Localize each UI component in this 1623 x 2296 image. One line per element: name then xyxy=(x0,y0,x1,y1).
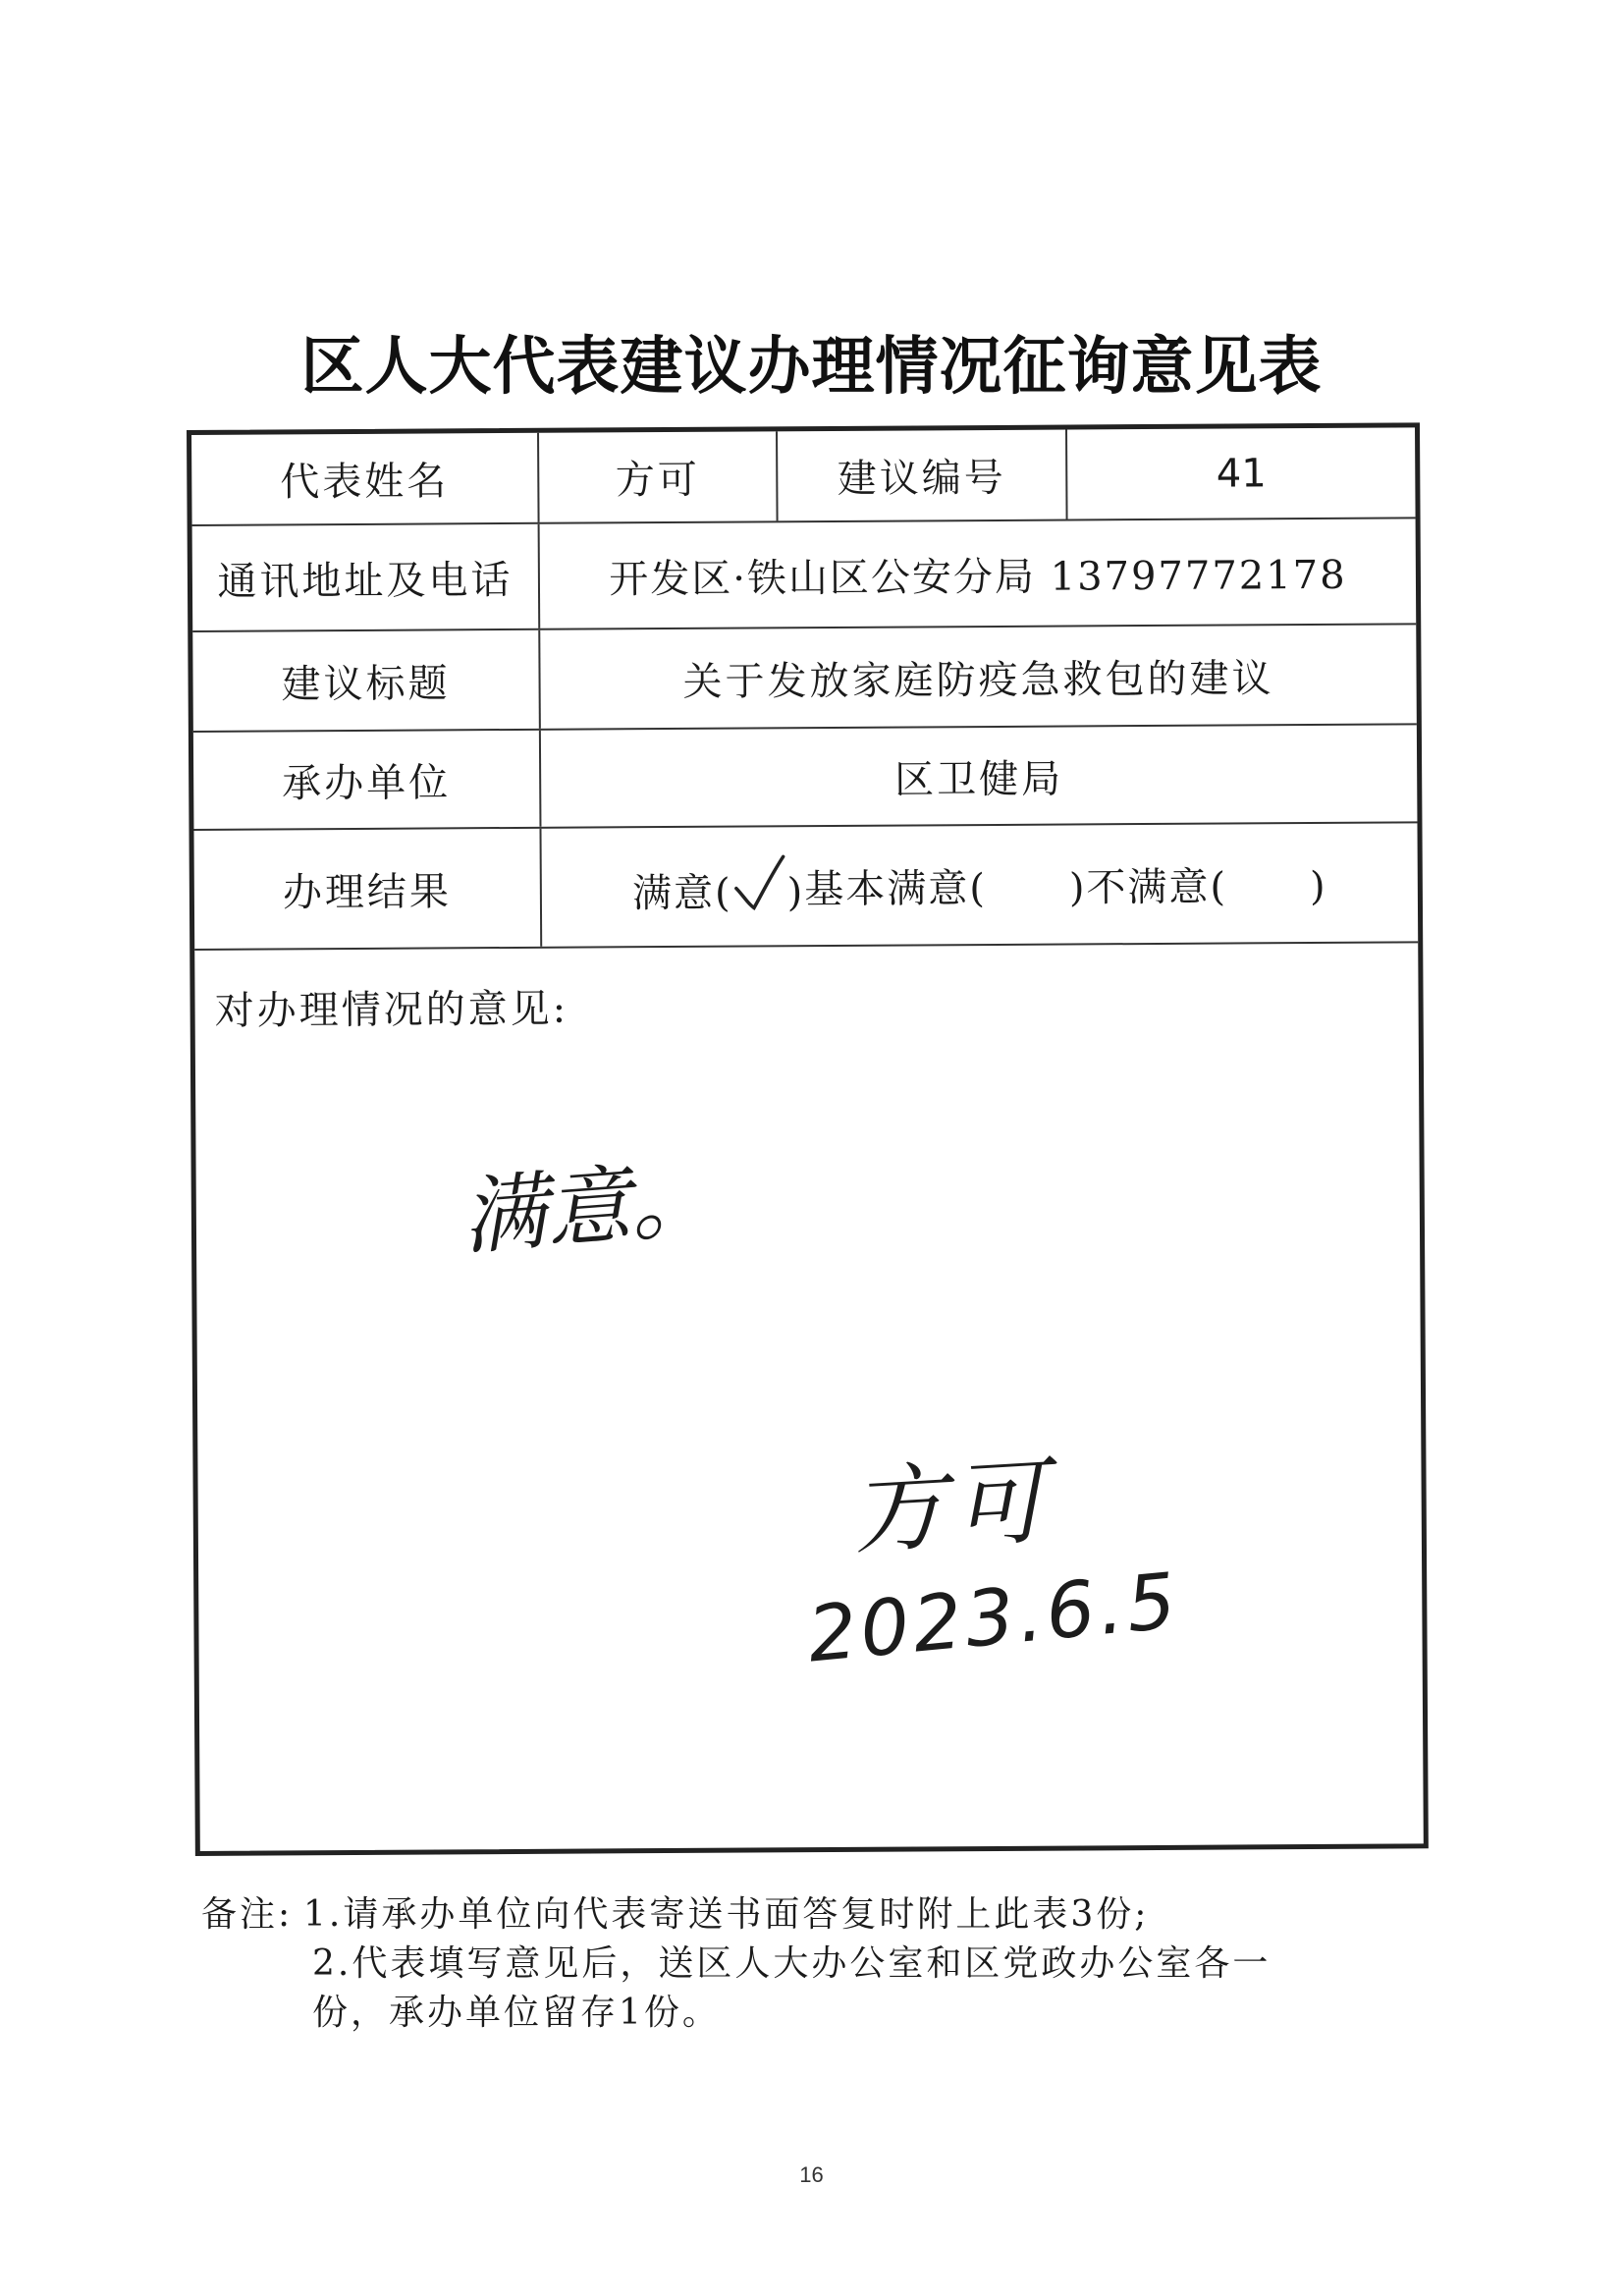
proposal-no-value: 41 xyxy=(1065,427,1416,519)
row-contact xyxy=(192,519,1417,632)
option-basically-satisfied[interactable] xyxy=(804,856,1087,914)
opinion-form xyxy=(187,422,1429,1856)
handwritten-date: 2023.6.5 xyxy=(804,1557,1184,1680)
note-item-2-line-1: 2.代表填写意见后，送区人大办公室和区党政办公室各一 xyxy=(312,1943,1271,1984)
unit-label: 承办单位 xyxy=(282,759,452,806)
row-representative xyxy=(191,427,1416,526)
row-handling-unit xyxy=(193,725,1418,831)
contact-label: 通讯地址及电话 xyxy=(217,557,514,605)
option-not-satisfied-box: ( ) xyxy=(1210,863,1327,910)
option-basically-satisfied-label: 基本满意 xyxy=(804,865,970,912)
check-mark-icon xyxy=(731,854,786,913)
option-not-satisfied[interactable] xyxy=(1086,854,1327,911)
rep-name-label: 代表姓名 xyxy=(280,459,450,506)
option-satisfied-label: 满意 xyxy=(631,870,716,917)
option-satisfied[interactable] xyxy=(632,854,805,918)
option-not-satisfied-label: 不满意 xyxy=(1086,864,1211,910)
note-item-2-line-2: 份，承办单位留存1份。 xyxy=(312,1993,721,2033)
rep-name-value: 方可 xyxy=(537,431,777,521)
option-satisfied-box: ( ) xyxy=(715,854,805,916)
notes-label: 备注: xyxy=(201,1894,294,1935)
handwritten-signature: 方可 xyxy=(848,1446,1055,1568)
page-title: 区人大代表建议办理情况征询意见表 xyxy=(300,331,1323,404)
note-line-1 xyxy=(201,1890,1438,1940)
note-item-1: 1.请承办单位向代表寄送书面答复时附上此表3份; xyxy=(303,1894,1150,1935)
result-label: 办理结果 xyxy=(282,868,453,915)
contact-value: 开发区·铁山区公安分局 13797772178 xyxy=(538,519,1417,628)
handwritten-comment: 满意。 xyxy=(458,1149,719,1268)
result-options xyxy=(539,823,1418,946)
notes-section xyxy=(201,1890,1438,2038)
proposal-title-label: 建议标题 xyxy=(281,660,451,707)
opinion-label: 对办理情况的意见: xyxy=(214,986,569,1034)
proposal-no-label: 建议编号 xyxy=(776,430,1066,521)
row-result xyxy=(193,823,1418,951)
proposal-title-value: 关于发放家庭防疫急救包的建议 xyxy=(538,625,1417,728)
option-basically-satisfied-box: ( ) xyxy=(969,864,1087,911)
unit-value: 区卫健局 xyxy=(539,725,1418,826)
row-proposal-title xyxy=(192,625,1417,733)
page-number: 16 xyxy=(799,2162,824,2187)
